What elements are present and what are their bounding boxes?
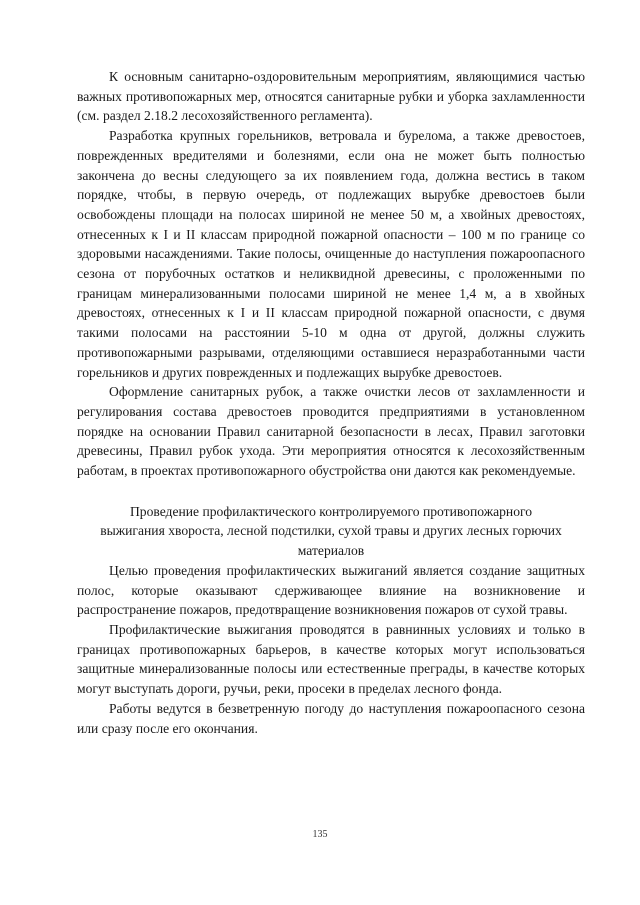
document-page bbox=[77, 67, 585, 738]
paragraph-burning-weather: Работы ведутся в безветренную погоду до наступления пожароопасного сезона или сразу после его окончания. bbox=[77, 700, 585, 736]
paragraph-sanitary-measures: К основным санитарно-оздоровительным мероприятиям, являющимися частью важных противопожарных мер, относятся санитарные рубки и уборка захламленности (см. раздел 2.18.2 лесохозяйственного регламента). bbox=[77, 69, 585, 124]
paragraph-burning-purpose: Целью проведения профилактических выжиганий является создание защитных полос, которые оказывают сдерживающее влияние на возникновение и распространение пожаров, предотвращение возникновения пожаров от сухой травы. bbox=[77, 562, 585, 618]
page-number: 135 bbox=[312, 829, 328, 840]
section-heading: Проведение профилактического контролируемого противопожарного выжигания хвороста, лесной подстилки, сухой травы и других лесных горючих материалов bbox=[100, 503, 562, 559]
paragraph-burnt-areas-development: Разработка крупных горельников, ветровала и бурелома, а также древостоев, поврежденных вредителями и болезнями, если она не может быть полностью закончена до весны следующего за их появлением года, должна вестись в таком порядке, чтобы, в первую очередь, от подлежащих вырубке древостоев были освобождены площади на полосах шириной не менее 50 м, а хвойных древостоях, отнесенных к I и II классам природной пожарной опасности – 100 м по границе со здоровыми насаждениями. Такие полосы, очищенные до наступления пожароопасного сезона от порубочных остатков и неликвидной древесины, с проложенными по границам минерализованными полосами шириной не менее 1,4 м, а в хвойных древостоях, отнесенных к I и II классам природной пожарной опасности, с двумя такими полосами на расстоянии 5-10 м одна от другой, должны служить противопожарными разрывами, отделяющими оставшиеся неразработанными части горельников и других поврежденных и подлежащих вырубке древостоев. bbox=[77, 128, 585, 380]
paragraph-burning-conditions: Профилактические выжигания проводятся в равнинных условиях и только в границах противопожарных барьеров, в качестве которых могут использоваться защитные минерализованные полосы или естественные преграды, в качестве которых могут выступать дороги, ручьи, реки, просеки в пределах лесного фонда. bbox=[77, 621, 585, 697]
paragraph-sanitary-felling-registration: Оформление санитарных рубок, а также очистки лесов от захламленности и регулирования состава древостоев проводится предприятиями в установленном порядке на основании Правил санитарной безопасности в лесах, Правил заготовки древесины, Правил рубок ухода. Эти мероприятия относятся к лесохозяйственным работам, в проектах противопожарного обустройства они даются как рекомендуемые. bbox=[77, 384, 585, 479]
